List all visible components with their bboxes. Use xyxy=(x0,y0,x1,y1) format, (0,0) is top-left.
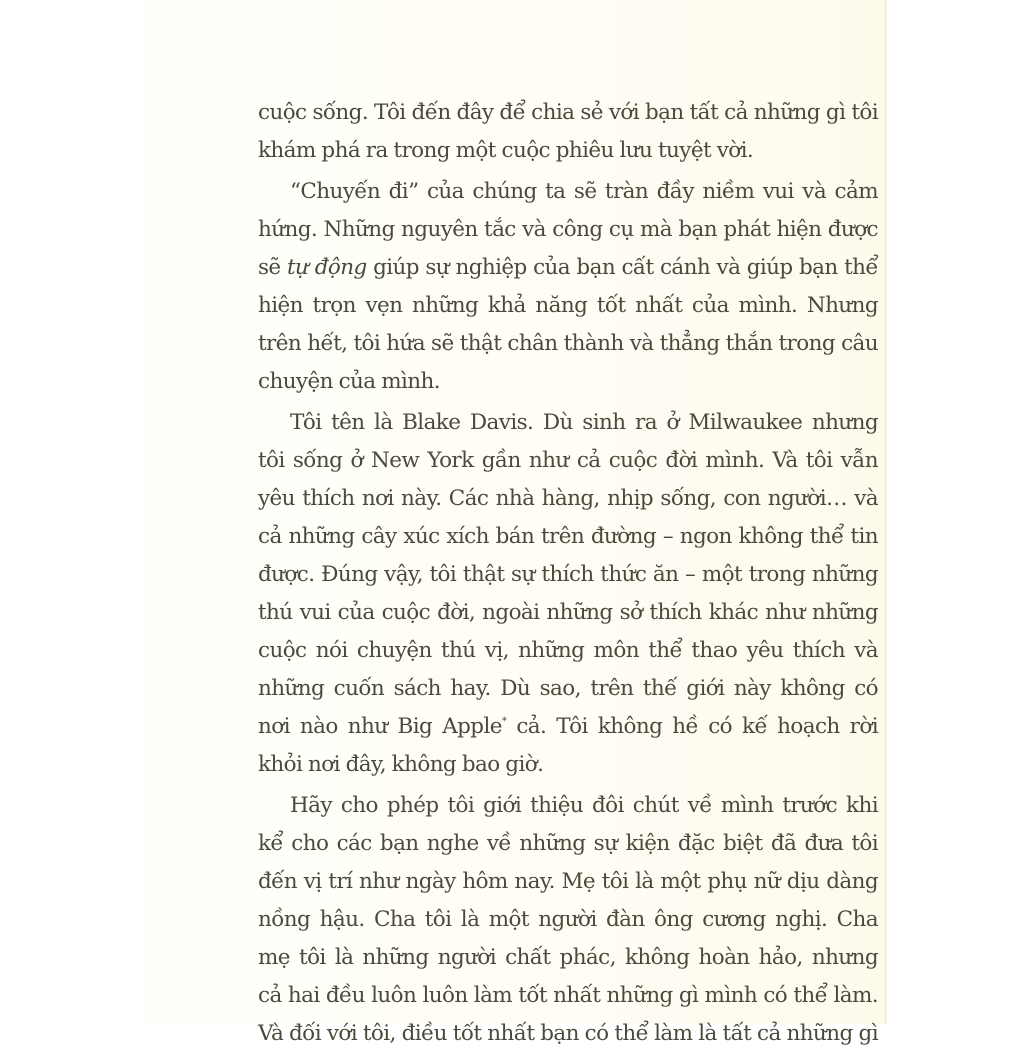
text-line: hiện trọn vẹn những khả năng tốt nhất của mình. Nhưng xyxy=(258,293,878,318)
text-line: cả những cây xúc xích bán trên đường – ngon không thể tin xyxy=(258,524,878,549)
footnote-marker: * xyxy=(501,716,507,727)
text-line: Tôi tên là Blake Davis. Dù sinh ra ở Milwaukee nhưng xyxy=(290,410,878,435)
text-line: đến vị trí như ngày hôm nay. Mẹ tôi là một phụ nữ dịu dàng xyxy=(258,869,878,894)
text-line: Và đối với tôi, điều tốt nhất bạn có thể làm là tất cả những gì xyxy=(258,1021,878,1046)
text-segment: nơi nào như Big Apple xyxy=(258,714,502,739)
text-line: kể cho các bạn nghe về những sự kiện đặc biệt đã đưa tôi xyxy=(258,831,878,856)
text-line: tôi sống ở New York gần như cả cuộc đời mình. Và tôi vẫn xyxy=(258,448,878,473)
text-line: trên hết, tôi hứa sẽ thật chân thành và thẳng thắn trong câu xyxy=(258,331,878,356)
paragraph-3 xyxy=(258,404,878,784)
text-segment: cả. Tôi không hề có kế hoạch rời xyxy=(506,714,878,739)
text-segment: sẽ xyxy=(258,255,287,280)
text-line xyxy=(258,708,878,746)
text-line: được. Đúng vậy, tôi thật sự thích thức ăn – một trong những xyxy=(258,562,878,587)
text-line: khám phá ra trong một cuộc phiêu lưu tuyệt vời. xyxy=(258,138,754,163)
text-line: cuộc sống. Tôi đến đây để chia sẻ với bạn tất cả những gì tôi xyxy=(258,100,878,125)
text-line: Hãy cho phép tôi giới thiệu đôi chút về mình trước khi xyxy=(290,793,878,818)
text-line: cuộc nói chuyện thú vị, những môn thể thao yêu thích và xyxy=(258,638,878,663)
text-line: cả hai đều luôn luôn làm tốt nhất những gì mình có thể làm. xyxy=(258,983,878,1008)
text-line: “Chuyến đi” của chúng ta sẽ tràn đầy niềm vui và cảm xyxy=(290,179,878,204)
text-line: mẹ tôi là những người chất phác, không hoàn hảo, nhưng xyxy=(258,945,878,970)
body-text xyxy=(258,94,878,1053)
emphasized-text: tự động xyxy=(287,255,367,280)
page-edge xyxy=(884,0,887,1024)
paragraph-2 xyxy=(258,173,878,401)
text-segment: giúp sự nghiệp của bạn cất cánh và giúp bạn thể xyxy=(366,255,878,280)
text-line: thú vui của cuộc đời, ngoài những sở thích khác như những xyxy=(258,600,878,625)
paragraph-1 xyxy=(258,94,878,170)
text-line: chuyện của mình. xyxy=(258,369,441,394)
paragraph-4 xyxy=(258,787,878,1053)
text-line: những cuốn sách hay. Dù sao, trên thế giới này không có xyxy=(258,676,878,701)
text-line xyxy=(258,249,878,287)
text-line: nồng hậu. Cha tôi là một người đàn ông cương nghị. Cha xyxy=(258,907,878,932)
text-line: khỏi nơi đây, không bao giờ. xyxy=(258,752,544,777)
text-line: yêu thích nơi này. Các nhà hàng, nhịp sống, con người… và xyxy=(258,486,878,511)
text-line: hứng. Những nguyên tắc và công cụ mà bạn phát hiện được xyxy=(258,217,878,242)
